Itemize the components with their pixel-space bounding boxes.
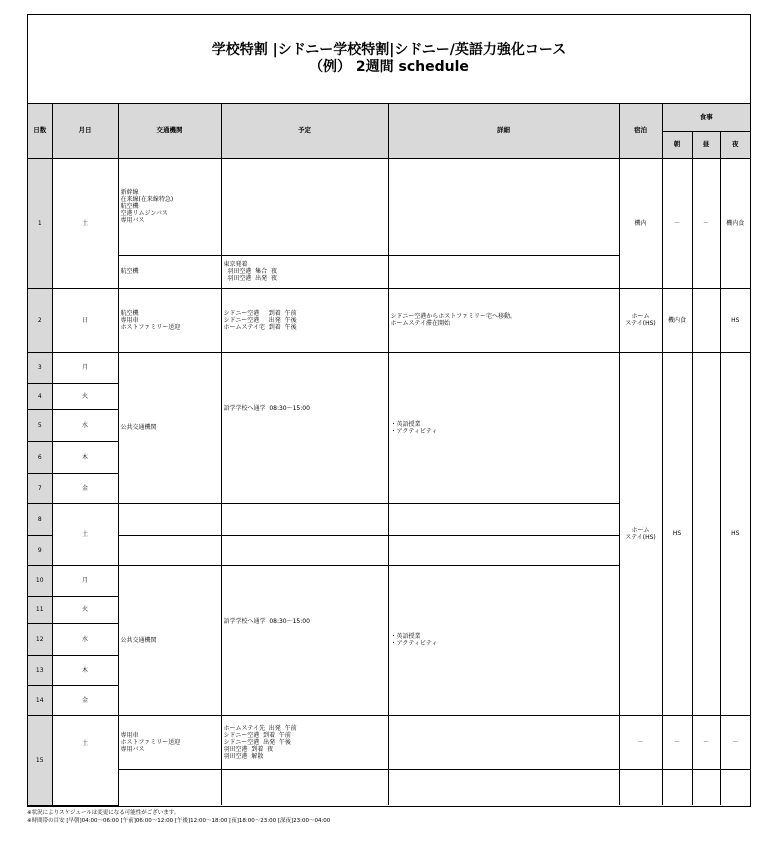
- day-number: 10: [28, 565, 52, 596]
- plan-cell: 語学学校へ通学 08:30～15:00: [221, 565, 388, 715]
- header-plan: 予定: [221, 104, 388, 158]
- detail-cell: シドニー空港からホストファミリー宅へ移動。 ホームステイ滞在開始: [388, 288, 619, 352]
- page-subtitle: （例） 2週間 schedule: [309, 59, 469, 75]
- stay-cell: ホーム ステイ(HS): [619, 352, 662, 715]
- plan-cell: 東京発着 羽田空港 集合 夜 羽田空港 出発 夜: [221, 255, 388, 288]
- day-number: 11: [28, 596, 52, 623]
- header-detail: 詳細: [388, 104, 619, 158]
- detail-cell: ・英語授業 ・アクティビティ: [388, 352, 619, 503]
- day-number: 1: [28, 158, 52, 288]
- day-date: 月: [52, 352, 118, 383]
- schedule-table: [28, 104, 750, 806]
- transport-cell: [118, 503, 221, 535]
- plan-cell: [221, 158, 388, 255]
- breakfast-cell: 機内食: [662, 288, 692, 352]
- day-date: 土: [52, 503, 118, 565]
- breakfast-cell: [662, 769, 692, 805]
- day-number: 12: [28, 623, 52, 655]
- day-date: 月: [52, 565, 118, 596]
- detail-cell: [388, 503, 619, 535]
- plan-cell: シドニー空港 到着 午前 シドニー空港 出発 午後 ホームステイ宅 到着 午後: [221, 288, 388, 352]
- transport-cell: [118, 769, 221, 805]
- day-date: 木: [52, 441, 118, 473]
- day-date: 日: [52, 288, 118, 352]
- detail-cell: [388, 715, 619, 769]
- lunch-cell: [692, 769, 720, 805]
- header-date: 月日: [52, 104, 118, 158]
- lunch-cell: [692, 288, 720, 352]
- stay-cell: [619, 769, 662, 805]
- day-date: 水: [52, 409, 118, 441]
- plan-cell: 語学学校へ通学 08:30～15:00: [221, 352, 388, 503]
- detail-cell: [388, 158, 619, 255]
- header-stay: 宿泊: [619, 104, 662, 158]
- header-meals: 食事: [662, 104, 750, 131]
- header-dinner: 夜: [720, 131, 750, 158]
- detail-cell: [388, 535, 619, 565]
- footnotes: ※状況によりスケジュールは変更になる可能性がございます。 ※時間帯の目安 [早朝]04:00～06:00 [午前]06:00～12:00 [午後]12:00～18:00 [夜]18:00～23:00 [深夜]23:00～04:00: [27, 810, 331, 824]
- plan-cell: [221, 503, 388, 535]
- dinner-cell: HS: [720, 352, 750, 715]
- day-number: 6: [28, 441, 52, 473]
- header-day: 日数: [28, 104, 52, 158]
- day-date: 木: [52, 655, 118, 685]
- day-number: 2: [28, 288, 52, 352]
- transport-cell: 公共交通機関: [118, 565, 221, 715]
- day-number: 9: [28, 535, 52, 565]
- breakfast-cell: HS: [662, 352, 692, 715]
- transport-cell: 航空機 専用車 ホストファミリー送迎: [118, 288, 221, 352]
- detail-cell: ・英語授業 ・アクティビティ: [388, 565, 619, 715]
- day-date: 土: [52, 715, 118, 805]
- lunch-cell: －: [692, 158, 720, 288]
- day-date: 火: [52, 596, 118, 623]
- title-box: [28, 15, 750, 104]
- header-lunch: 昼: [692, 131, 720, 158]
- dinner-cell: 機内食: [720, 158, 750, 288]
- dinner-cell: [720, 769, 750, 805]
- lunch-cell: [692, 352, 720, 715]
- lunch-cell: －: [692, 715, 720, 769]
- header-breakfast: 朝: [662, 131, 692, 158]
- day-number: 14: [28, 685, 52, 715]
- breakfast-cell: －: [662, 158, 692, 288]
- transport-cell: [118, 535, 221, 565]
- stay-cell: ホーム ステイ(HS): [619, 288, 662, 352]
- day-date: 土: [52, 158, 118, 288]
- dinner-cell: HS: [720, 288, 750, 352]
- day-number: 4: [28, 383, 52, 409]
- header-transport: 交通機関: [118, 104, 221, 158]
- day-date: 金: [52, 685, 118, 715]
- day-number: 5: [28, 409, 52, 441]
- plan-cell: [221, 535, 388, 565]
- day-number: 3: [28, 352, 52, 383]
- transport-cell: 公共交通機関: [118, 352, 221, 503]
- schedule-sheet: [27, 14, 751, 807]
- transport-cell: 航空機: [118, 255, 221, 288]
- day-date: 火: [52, 383, 118, 409]
- breakfast-cell: －: [662, 715, 692, 769]
- detail-cell: [388, 769, 619, 805]
- stay-cell: －: [619, 715, 662, 769]
- plan-cell: [221, 769, 388, 805]
- day-date: 金: [52, 473, 118, 503]
- detail-cell: [388, 255, 619, 288]
- stay-cell: 機内: [619, 158, 662, 288]
- page-title: 学校特割 |シドニー学校特割|シドニー/英語力強化コース: [211, 42, 567, 58]
- dinner-cell: －: [720, 715, 750, 769]
- day-number: 7: [28, 473, 52, 503]
- day-date: 水: [52, 623, 118, 655]
- day-number: 8: [28, 503, 52, 535]
- transport-cell: 専用車 ホストファミリー送迎 専用バス: [118, 715, 221, 769]
- day-number: 13: [28, 655, 52, 685]
- plan-cell: ホームステイ先 出発 午前 シドニー空港 到着 午前 シドニー空港 出発 午後 羽田空港 到着 夜 羽田空港 解散: [221, 715, 388, 769]
- day-number: 15: [28, 715, 52, 805]
- transport-cell: 新幹線 在来線(在来線特急) 航空機 空港リムジンバス 専用バス: [118, 158, 221, 255]
